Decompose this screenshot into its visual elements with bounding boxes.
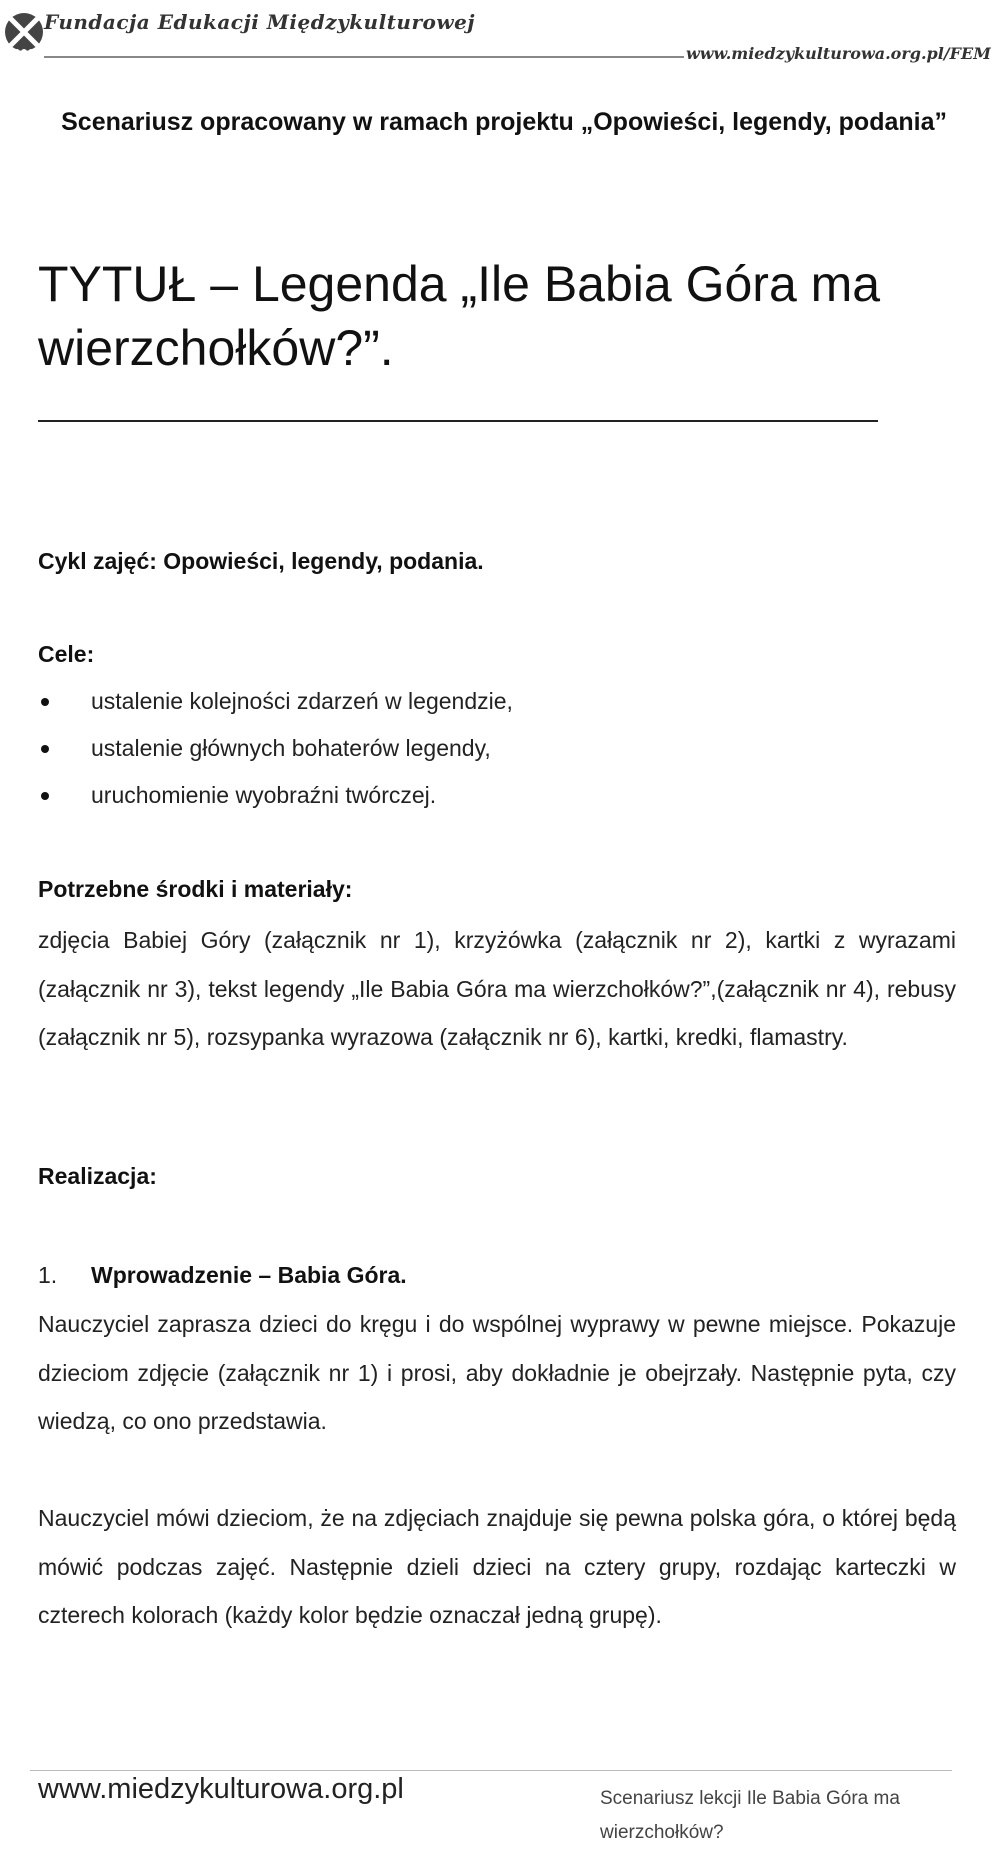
goal-text: uruchomienie wyobraźni twórczej.	[91, 782, 437, 808]
page-title: TYTUŁ – Legenda „Ile Babia Góra ma wierzchołków?”.	[38, 256, 881, 376]
project-lead: Scenariusz opracowany w ramach projektu „Opowieści, legendy, podania”	[61, 108, 947, 136]
list-item	[38, 683, 928, 730]
title-divider	[38, 420, 878, 422]
goal-text: ustalenie kolejności zdarzeń w legendzie,	[91, 688, 513, 714]
materials-heading: Potrzebne środki i materiały:	[38, 876, 353, 902]
bullet-icon	[41, 792, 49, 800]
step-paragraph: Nauczyciel zaprasza dzieci do kręgu i do wspólnej wyprawy w pewne miejsce. Pokazuje dzieciom zdjęcie (załącznik nr 1) i prosi, aby dokładnie je obejrzały. Następnie pyta, czy wiedzą, co ono przedstawia.	[38, 1311, 956, 1434]
bullet-icon	[41, 745, 49, 753]
cycle-heading: Cykl zajęć: Opowieści, legendy, podania.	[38, 548, 484, 574]
realization-heading: Realizacja:	[38, 1163, 157, 1189]
goals-heading: Cele:	[38, 641, 95, 667]
step-heading	[38, 1262, 407, 1289]
materials-paragraph: zdjęcia Babiej Góry (załącznik nr 1), krzyżówka (załącznik nr 2), kartki z wyrazami (załącznik nr 3), tekst legendy „Ile Babia Góra ma wierzchołków?”,(załącznik nr 4), rebusy (załącznik nr 5), rozsypanka wyrazowa (załącznik nr 6), kartki, kredki, flamastry.	[38, 927, 956, 1050]
footer-note: Scenariusz lekcji Ile Babia Góra ma wierzchołków?	[600, 1788, 900, 1843]
step-paragraph: Nauczyciel mówi dzieciom, że na zdjęciach znajduje się pewna polska góra, o której będą mówić podczas zajęć. Następnie dzieli dzieci na cztery grupy, rozdając karteczki w czterech kolorach (każdy kolor będzie oznaczał jedną grupę).	[38, 1505, 956, 1628]
list-item	[38, 730, 928, 777]
step-title: Wprowadzenie – Babia Góra.	[91, 1262, 407, 1288]
footer-divider	[30, 1770, 952, 1771]
footer-url: www.miedzykulturowa.org.pl	[38, 1773, 404, 1805]
header-divider	[44, 56, 684, 58]
goal-text: ustalenie głównych bohaterów legendy,	[91, 735, 491, 761]
step-number: 1.	[38, 1262, 58, 1288]
organization-name: Fundacja Edukacji Międzykulturowej	[44, 10, 476, 34]
bullet-icon	[41, 698, 49, 706]
header-site-url: www.miedzykulturowa.org.pl/FEM	[686, 44, 991, 63]
goals-list	[38, 683, 928, 824]
list-item	[38, 777, 928, 824]
